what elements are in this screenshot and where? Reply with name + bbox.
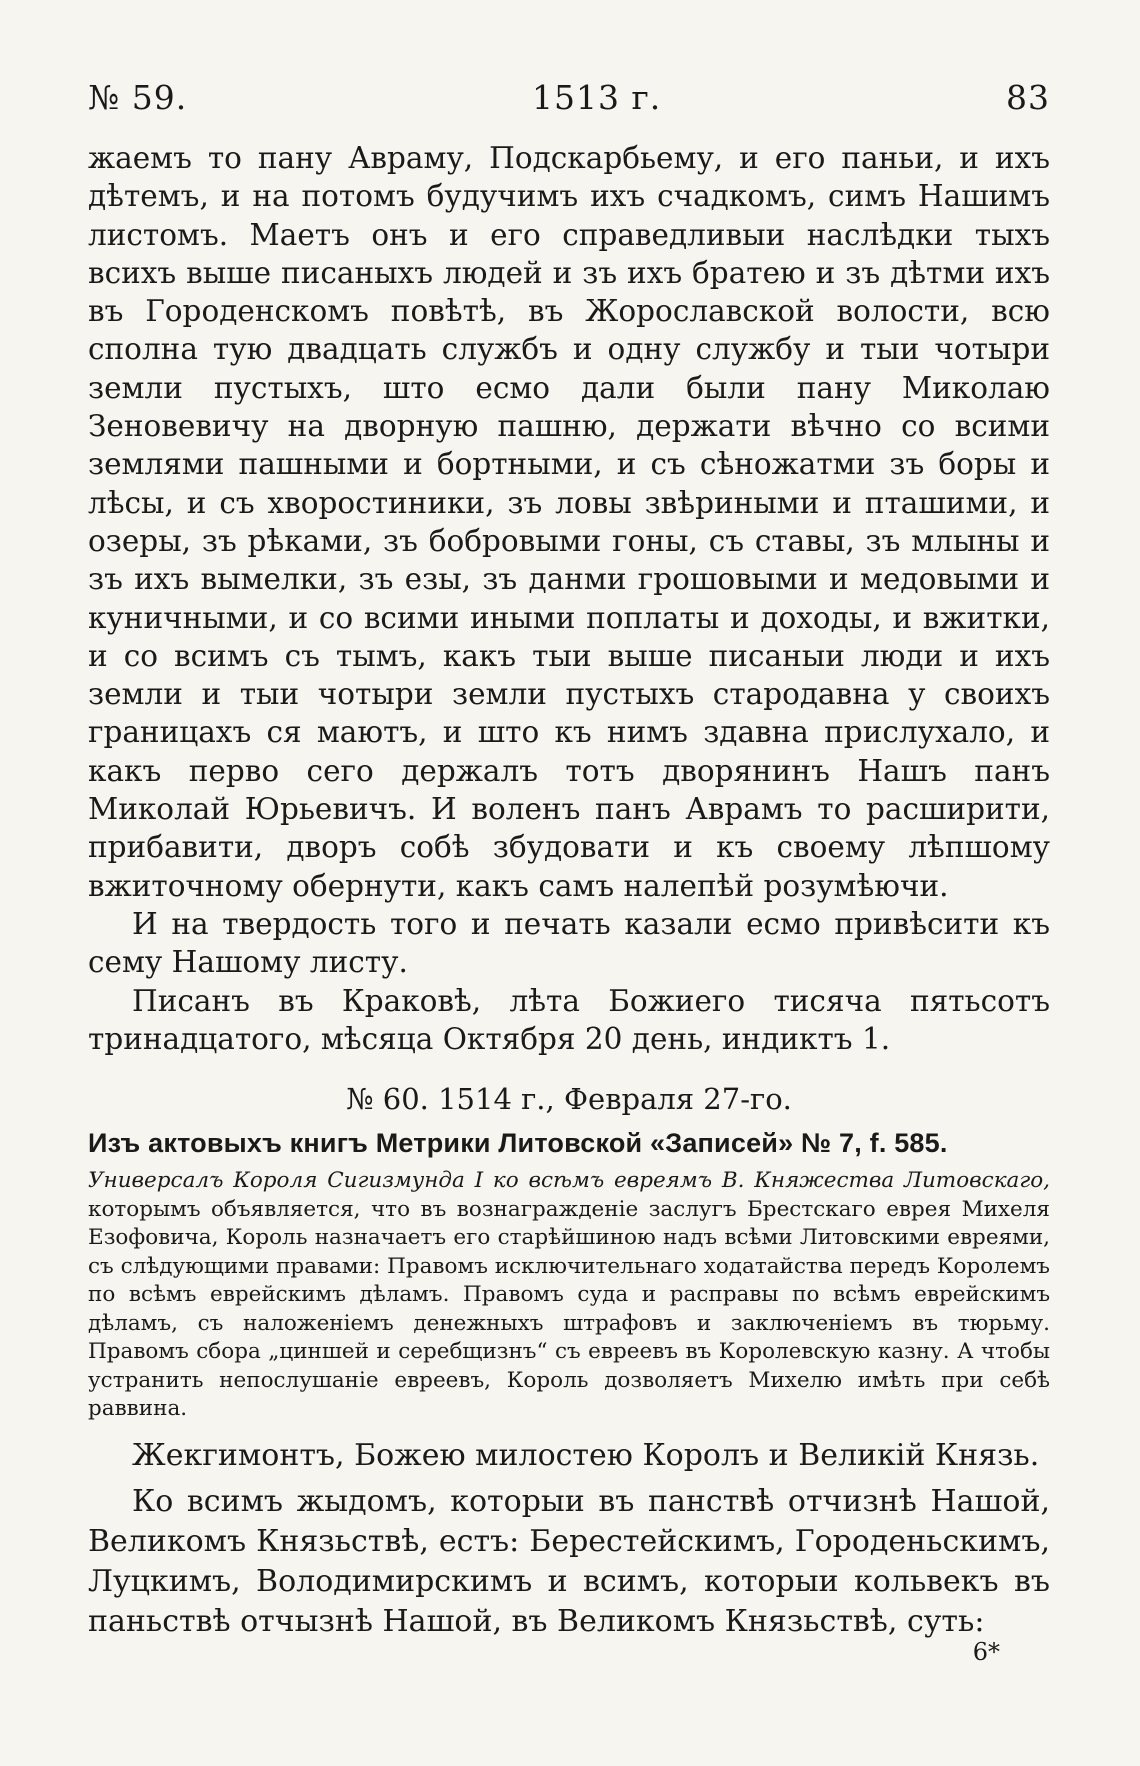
doc60-title: № 60. 1514 г., Февраля 27-го.: [346, 1082, 792, 1117]
doc60-source: Изъ актовыхъ книгъ Метрики Литовской «Записей» № 7, f. 585.: [88, 1128, 948, 1159]
doc59-paragraph: И на твердость того и печать казали есмо привѣсити къ сему Нашому листу.: [88, 906, 1050, 980]
doc59-body: [88, 139, 1050, 1058]
year: 1513 г.: [531, 78, 662, 117]
summary-rest: которымъ объявляется, что въ вознагражденіе заслугъ Брестскаго еврея Михеля Езофовича, Король назначаетъ его старѣйшиною надъ всѣми Литовскими евреями, съ слѣдующими правами: Правомъ исключительнаго ходатайства передъ Королемъ по всѣмъ еврейскимъ дѣламъ. Правомъ суда и расправы по всѣмъ еврейскимъ дѣламъ, съ наложеніемъ денежныхъ штрафовъ и заключеніемъ въ тюрьму. Правомъ сбора „циншей и серебщизнъ“ съ евреевъ въ Королевскую казну. А чтобы устранить непослушаніе евреевъ, Король дозволяетъ Михелю имѣть при себѣ раввина.: [88, 1196, 1050, 1422]
doc60-paragraph: Жекгимонтъ, Божею милостею Королъ и Великій Князь.: [132, 1437, 1040, 1473]
doc60-body: [88, 1436, 1050, 1642]
doc59-paragraph: Писанъ въ Краковѣ, лѣта Божиего тисяча пятьсотъ тринадцатого, мѣсяца Октября 20 день, индиктъ 1.: [88, 983, 1050, 1056]
summary-lead: Универсалъ Короля Сигизмунда I ко всѣмъ евреямъ В. Княжества Литовскаго,: [88, 1168, 1050, 1194]
doc60-summary: [88, 1167, 1050, 1424]
page-number: 83: [1006, 78, 1050, 117]
page-header: [88, 78, 1050, 117]
doc-number: № 59.: [88, 78, 188, 117]
doc59-paragraph: жаемъ то пану Авраму, Подскарбьему, и его паньи, и ихъ дѣтемъ, и на потомъ будучимъ ихъ счадкомъ, симъ Нашимъ листомъ. Маетъ онъ и его справедливыи наслѣдки тыхъ всихъ выше писаныхъ людей и зъ ихъ братею и зъ дѣтми ихъ въ Городенскомъ повѣтѣ, въ Жорославской волости, всю сполна тую двадцать службъ и одну службу и тыи чотыри земли пустыхъ, што есмо дали были пану Миколаю Зеновевичу на дворную пашню, держати вѣчно со всими землями пашными и бортными, и съ сѣножатми зъ боры и лѣсы, и съ хворостиники, зъ ловы звѣриными и пташими, и озеры, зъ рѣками, зъ бобровыми гоны, съ ставы, зъ млыны и зъ ихъ вымелки, зъ езы, зъ данми грошовыми и медовыми и куничными, и со всими иными поплаты и доходы, и вжитки, и со всимъ съ тымъ, какъ тыи выше писаныи люди и ихъ земли и тыи чотыри земли пустыхъ стародавна у своихъ границахъ ся маютъ, и што къ нимъ здавна прислухало, и какъ перво сего держалъ тотъ дворянинъ Нашъ панъ Миколай Юрьевичъ. И воленъ панъ Аврамъ то расширити, прибавити, дворъ собѣ збудовати и къ своему лѣпшому вжиточному обернути, какъ самъ налепѣй розумѣючи.: [88, 141, 1050, 903]
doc60-paragraph: Ко всимъ жыдомъ, которыи въ панствѣ отчизнѣ Нашой, Великомъ Князьствѣ, естъ: Берестейскимъ, Городеньскимъ, Луцкимъ, Володимирскимъ и всимъ, которыи кольвекъ въ паньствѣ отчызнѣ Нашой, въ Великомъ Князьствѣ, суть:: [88, 1483, 1050, 1639]
signature-mark: 6*: [972, 1638, 1000, 1666]
